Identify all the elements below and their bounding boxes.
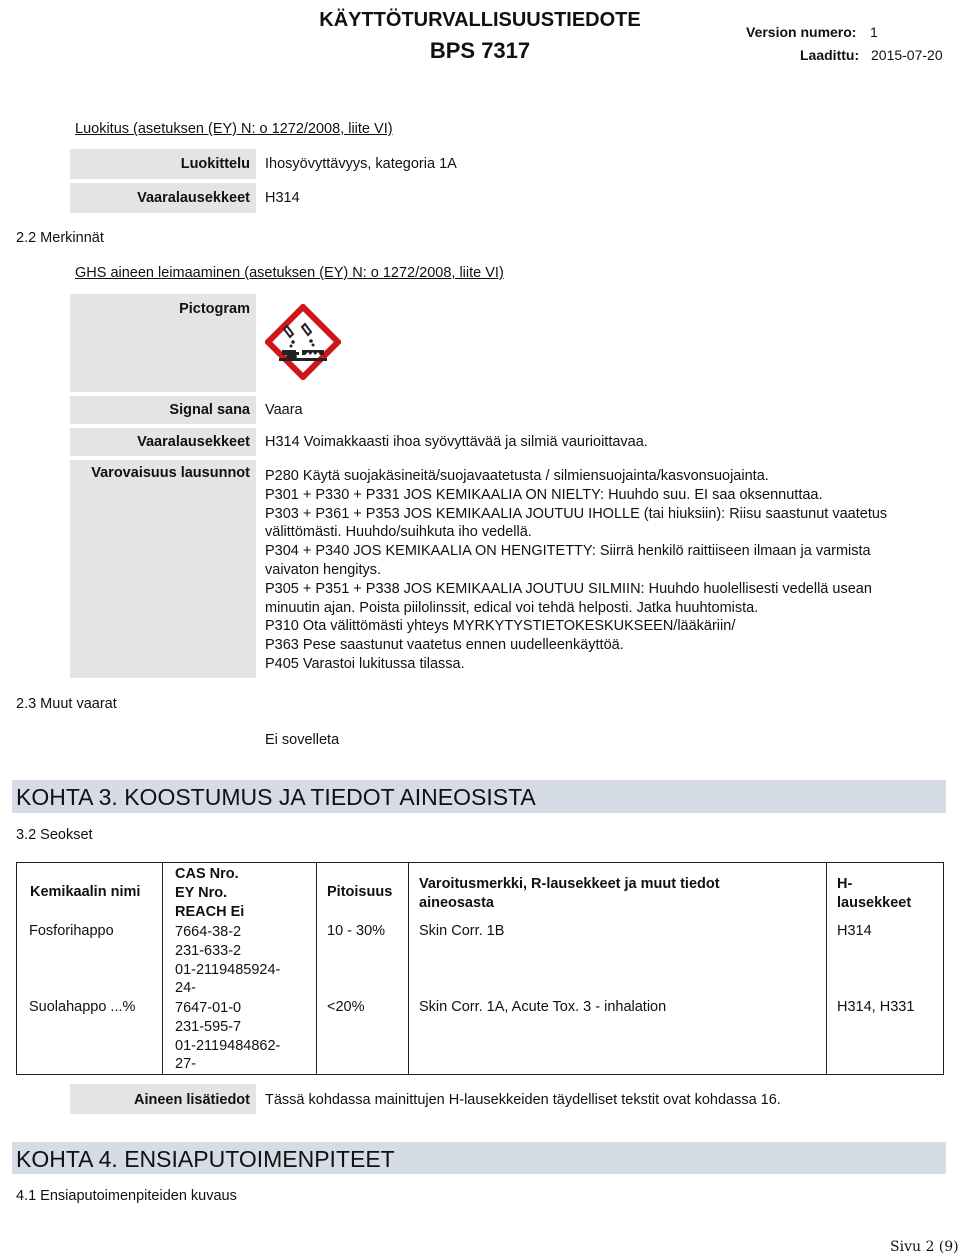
table-left-border	[16, 862, 17, 1075]
table-row-1-ids	[175, 923, 280, 998]
precautionary-statements-list	[265, 467, 945, 674]
ghs-heading: GHS aineen leimaaminen (asetuksen (EY) N: o 1272/2008, liite VI)	[75, 265, 504, 281]
row-id: 27-	[175, 1056, 196, 1073]
row-id: 231-633-2	[175, 942, 242, 959]
date-label: Laadittu:	[800, 47, 860, 63]
document-title: KÄYTTÖTURVALLISUUSTIEDOTE	[319, 9, 641, 31]
signal-word-label: Signal sana	[70, 396, 256, 424]
section-3-title: KOHTA 3. KOOSTUMUS JA TIEDOT AINEOSISTA	[12, 780, 946, 813]
col-header-warning-line: Varoitusmerkki, R-lausekkeet ja muut tiedot	[419, 876, 720, 892]
row-id: 01-2119484862-	[175, 1037, 281, 1054]
table-right-border	[943, 862, 944, 1075]
precaution-line: vaivaton hengitys.	[265, 561, 382, 578]
row-id: 01-2119485924-	[175, 961, 281, 978]
hazard-statements-label: Vaaralausekkeet	[70, 428, 256, 456]
date-value: 2015-07-20	[871, 47, 943, 63]
precaution-line: P280 Käytä suojakäsineitä/suojavaatetusta / silmiensuojainta/kasvonsuojainta.	[265, 468, 769, 484]
section-3-2-title: 3.2 Seokset	[16, 827, 93, 843]
table-row-2-ids	[175, 999, 280, 1074]
section-2-2-title: 2.2 Merkinnät	[16, 230, 104, 246]
precaution-line: P363 Pese saastunut vaatetus ennen uudelleenkäyttöä.	[265, 637, 624, 654]
table-row-1-warning: Skin Corr. 1B	[419, 923, 505, 939]
section-4-title: KOHTA 4. ENSIAPUTOIMENPITEET	[12, 1142, 946, 1174]
section-4-1-title: 4.1 Ensiaputoimenpiteiden kuvaus	[16, 1188, 237, 1204]
classification-label-1: Luokittelu	[70, 149, 256, 179]
version-label: Version numero:	[746, 24, 857, 40]
precautionary-statements-label: Varovaisuus lausunnot	[70, 460, 256, 678]
precaution-line: P305 + P351 + P338 JOS KEMIKAALIA JOUTUU SILMIIN: Huuhdo huolellisesti vedellä usean	[265, 580, 872, 597]
table-row-2-content: <20%	[327, 999, 365, 1015]
col-header-ec: EY Nro.	[175, 884, 228, 901]
table-row-2-warning: Skin Corr. 1A, Acute Tox. 3 - inhalation	[419, 999, 667, 1015]
classification-value-1: Ihosyövyttävyys, kategoria 1A	[265, 156, 457, 172]
precaution-line: P303 + P361 + P353 JOS KEMIKAALIA JOUTUU IHOLLE (tai hiuksiin): Riisu saastunut vaatetus	[265, 505, 888, 522]
table-row-1-content: 10 - 30%	[327, 923, 386, 939]
table-col-divider	[826, 862, 827, 1075]
table-row-1-name: Fosforihappo	[29, 923, 114, 939]
table-row-2-name: Suolahappo ...%	[29, 999, 136, 1015]
corrosion-pictogram-icon	[265, 304, 341, 380]
hazard-statements-value: H314 Voimakkaasti ihoa syövyttävää ja silmiä vaurioittavaa.	[265, 434, 648, 450]
table-col-divider	[162, 862, 163, 1075]
precaution-line: minuutin ajan. Poista piilolinssit, edical voi tehdä helposti. Jatka huuhtomista.	[265, 599, 759, 616]
table-row-2-h: H314, H331	[837, 999, 915, 1015]
additional-info-label: Aineen lisätiedot	[70, 1084, 256, 1114]
table-col-divider	[408, 862, 409, 1075]
precaution-line: P405 Varastoi lukitussa tilassa.	[265, 655, 465, 672]
col-header-ids	[175, 865, 244, 921]
row-id: 7664-38-2	[175, 924, 242, 940]
row-id: 24-	[175, 980, 196, 997]
col-header-warning	[419, 875, 720, 913]
col-header-reach: REACH Ei	[175, 903, 245, 920]
table-col-divider	[316, 862, 317, 1075]
product-name: BPS 7317	[429, 38, 531, 63]
precaution-line: P310 Ota välittömästi yhteys MYRKYTYSTIETOKESKUKSEEN/lääkäriin/	[265, 618, 736, 635]
classification-label-2: Vaaralausekkeet	[70, 183, 256, 213]
col-header-h	[837, 875, 911, 913]
col-header-name: Kemikaalin nimi	[30, 884, 141, 900]
page-number: Sivu 2 (9)	[890, 1239, 959, 1255]
section-2-3-title: 2.3 Muut vaarat	[16, 696, 117, 712]
classification-heading: Luokitus (asetuksen (EY) N: o 1272/2008, liite VI)	[75, 121, 393, 137]
precaution-line: P301 + P330 + P331 JOS KEMIKAALIA ON NIELTY: Huuhdo suu. EI saa oksennuttaa.	[265, 486, 823, 503]
row-id: 231-595-7	[175, 1018, 242, 1035]
classification-value-2: H314	[265, 190, 300, 206]
row-id: 7647-01-0	[175, 1000, 242, 1016]
version-value: 1	[870, 24, 878, 40]
additional-info-value: Tässä kohdassa mainittujen H-lausekkeiden täydelliset tekstit ovat kohdassa 16.	[265, 1092, 781, 1108]
col-header-h-line: H-	[837, 876, 853, 892]
table-top-border	[16, 862, 944, 863]
table-bottom-border	[16, 1074, 944, 1075]
signal-word-value: Vaara	[265, 402, 303, 418]
other-hazards-value: Ei sovelleta	[265, 732, 340, 748]
col-header-warning-line: aineosasta	[419, 894, 494, 911]
precaution-line: välittömästi. Huuhdo/suihkuta iho vedellä.	[265, 524, 532, 541]
table-row-1-h: H314	[837, 923, 872, 939]
col-header-h-line: lausekkeet	[837, 894, 912, 911]
pictogram-label: Pictogram	[70, 294, 256, 392]
precaution-line: P304 + P340 JOS KEMIKAALIA ON HENGITETTY: Siirrä henkilö raittiiseen ilmaan ja varmista	[265, 543, 871, 560]
col-header-content: Pitoisuus	[327, 884, 393, 900]
col-header-cas: CAS Nro.	[175, 866, 239, 882]
